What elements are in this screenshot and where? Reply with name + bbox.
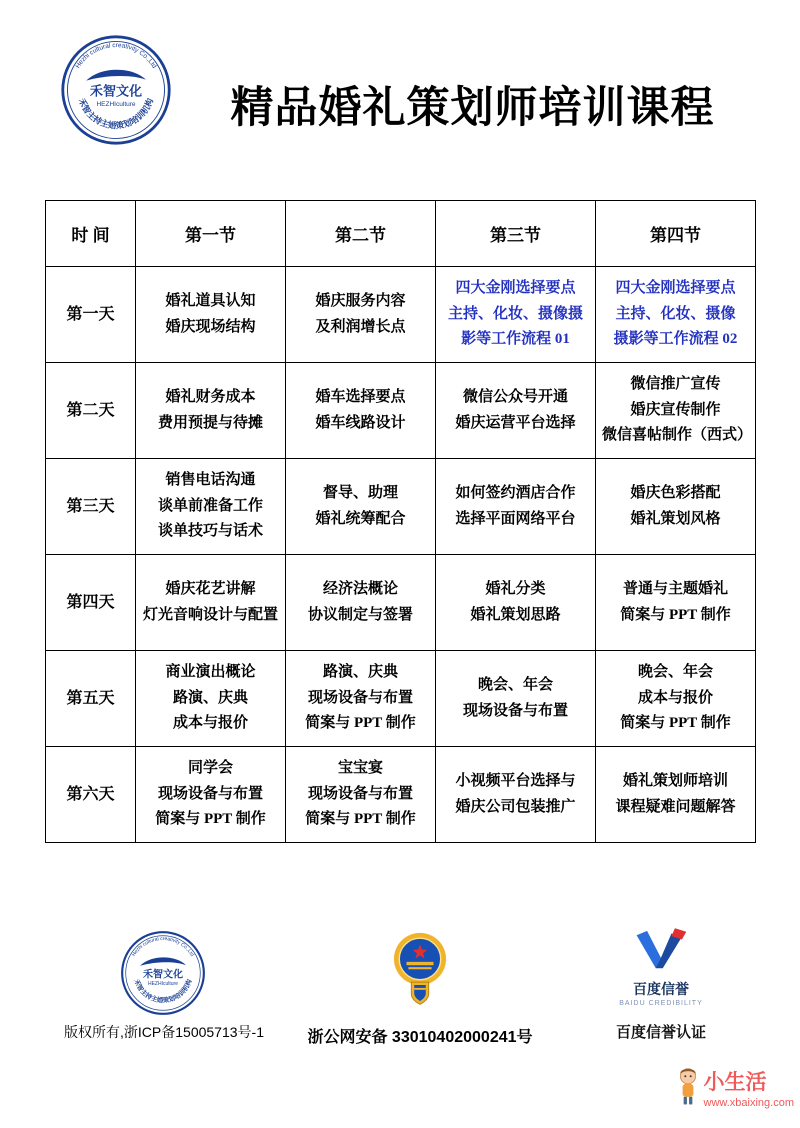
table-row: [46, 747, 756, 843]
course-cell: [136, 555, 286, 651]
course-line: 成本与报价: [172, 715, 248, 732]
column-header: 第四节: [596, 201, 756, 267]
watermark-site-name: 小生活: [703, 1071, 767, 1094]
course-line: 婚庆色彩搭配: [630, 485, 721, 501]
course-line: 主持、化妆、摄像摄: [447, 305, 583, 322]
course-cell: [136, 651, 286, 747]
course-cell: [436, 459, 596, 555]
course-line: 晚会、年会: [477, 677, 553, 693]
day-cell: 第二天: [46, 363, 136, 459]
hezhi-logo-icon: [60, 34, 172, 146]
course-line: 四大金刚选择要点: [615, 280, 736, 297]
course-table: [45, 200, 756, 843]
course-line: 课程疑难问题解答: [615, 798, 736, 815]
course-cell: [596, 747, 756, 843]
course-line: 婚礼统筹配合: [315, 510, 406, 527]
course-line: 微信推广宣传: [630, 376, 721, 393]
course-cell: [286, 555, 436, 651]
column-header: 时 间: [46, 201, 136, 267]
course-cell: [436, 555, 596, 651]
course-line: 谈单前准备工作: [157, 497, 263, 514]
course-cell: [436, 747, 596, 843]
course-line: 主持、化妆、摄像: [615, 305, 736, 322]
course-line: 晚会、年会: [637, 664, 713, 681]
baidu-cert-label: 百度信誉认证: [615, 1024, 706, 1041]
day-cell: 第四天: [46, 555, 136, 651]
course-cell: [286, 459, 436, 555]
course-line: 商业演出概论: [165, 664, 256, 681]
course-line: 四大金刚选择要点: [455, 280, 576, 297]
course-line: 路演、庆典: [322, 664, 398, 681]
course-cell: [136, 363, 286, 459]
course-line: 婚庆现场结构: [165, 318, 256, 335]
logo-ring-top-text: Hezhi cultural creativity Co.,Ltd: [131, 936, 195, 958]
course-line: 现场设备与布置: [307, 689, 413, 706]
course-cell: [136, 747, 286, 843]
course-line: 婚庆公司包装推广: [455, 798, 576, 815]
watermark-site-url: www.xbaixing.com: [703, 1097, 794, 1110]
course-line: 婚礼策划风格: [630, 510, 721, 527]
course-line: 简案与 PPT 制作: [620, 715, 731, 732]
copyright-text: 版权所有,浙ICP备15005713号-1: [64, 1024, 264, 1040]
baidu-name-cn: 百度信誉: [633, 981, 689, 997]
course-cell: [436, 651, 596, 747]
course-line: 协议制定与签署: [307, 606, 413, 623]
course-line: 灯光音响设计与配置: [142, 606, 278, 623]
baidu-name-en: BAIDU CREDIBILITY: [619, 1000, 703, 1007]
course-line: 婚礼策划师培训: [622, 773, 728, 789]
course-line: 现场设备与布置: [157, 785, 263, 802]
course-line: 及利润增长点: [315, 318, 406, 335]
day-cell: 第六天: [46, 747, 136, 843]
course-line: 同学会: [187, 760, 233, 777]
table-row: [46, 651, 756, 747]
police-badge-icon: [391, 930, 449, 1013]
day-cell: 第五天: [46, 651, 136, 747]
course-line: 婚车选择要点: [315, 389, 406, 405]
course-line: 经济法概论: [322, 581, 398, 597]
course-cell: [436, 267, 596, 363]
course-line: 宝宝宴: [337, 760, 383, 777]
course-line: 普通与主题婚礼: [622, 581, 728, 597]
course-cell: [286, 747, 436, 843]
course-line: 婚庆运营平台选择: [455, 414, 576, 431]
course-cell: [136, 267, 286, 363]
course-line: 费用预提与待摊: [157, 414, 263, 431]
course-line: 婚庆宣传制作: [630, 401, 721, 418]
course-cell: [136, 459, 286, 555]
baidu-credibility-icon: [634, 928, 688, 972]
column-header: 第三节: [436, 201, 596, 267]
logo-center-cn: 禾智文化: [142, 969, 184, 981]
course-line: 简案与 PPT 制作: [305, 811, 416, 828]
course-line: 简案与 PPT 制作: [620, 606, 731, 623]
course-line: 如何签约酒店合作: [455, 485, 576, 501]
course-line: 婚礼策划思路: [470, 606, 561, 623]
course-line: 路演、庆典: [172, 689, 248, 706]
course-line: 选择平面网络平台: [455, 510, 576, 527]
logo-center-cn: 禾智文化: [89, 83, 143, 99]
hezhi-logo-footer: [120, 930, 206, 1021]
police-badge: [391, 930, 449, 1018]
course-cell: [436, 363, 596, 459]
course-cell: [286, 267, 436, 363]
course-line: 微信公众号开通: [462, 389, 568, 405]
course-line: 谈单技巧与话术: [157, 523, 263, 540]
course-line: 简案与 PPT 制作: [305, 715, 416, 732]
course-line: 小视频平台选择与: [455, 773, 576, 789]
course-cell: [286, 363, 436, 459]
police-record-text: 浙公网安备 33010402000241号: [307, 1029, 533, 1046]
site-watermark: [675, 1066, 794, 1109]
course-line: 督导、助理: [322, 485, 398, 501]
logo-ring-bottom-text: 禾智主持主婚策划培训机构: [132, 978, 194, 1005]
logo-center-en: HEZHIculture: [96, 100, 136, 108]
table-row: [46, 267, 756, 363]
course-line: 婚礼财务成本: [165, 389, 256, 405]
watermark-mascot-icon: [675, 1066, 701, 1106]
course-table-head-row: [46, 201, 756, 267]
course-table-body: [46, 267, 756, 843]
course-line: 现场设备与布置: [307, 785, 413, 802]
course-line: 影等工作流程 01: [461, 331, 570, 348]
day-cell: 第三天: [46, 459, 136, 555]
logo-ring-top-text: Hezhi cultural creativity Co.,Ltd: [74, 42, 158, 70]
course-cell: [596, 651, 756, 747]
table-row: [46, 363, 756, 459]
page-title: 精品婚礼策划师培训课程: [230, 84, 715, 132]
course-line: 现场设备与布置: [462, 702, 568, 719]
course-line: 成本与报价: [637, 689, 713, 706]
column-header: 第一节: [136, 201, 286, 267]
column-header: 第二节: [286, 201, 436, 267]
logo-ring-bottom-text: 禾智主持主婚策划培训机构: [76, 96, 156, 131]
course-line: 销售电话沟通: [165, 472, 256, 489]
baidu-credibility: [595, 928, 727, 1042]
course-line: 婚礼分类: [485, 581, 546, 597]
course-line: 婚礼道具认知: [165, 293, 256, 309]
hezhi-logo: [60, 34, 172, 151]
course-cell: [596, 459, 756, 555]
table-row: [46, 555, 756, 651]
course-line: 微信喜帖制作（西式）: [602, 427, 753, 444]
course-cell: [286, 651, 436, 747]
hezhi-logo-icon: [120, 930, 206, 1016]
course-line: 简案与 PPT 制作: [155, 811, 266, 828]
course-line: 婚车线路设计: [315, 414, 406, 431]
course-cell: [596, 555, 756, 651]
course-line: 婚庆服务内容: [315, 293, 406, 309]
day-cell: 第一天: [46, 267, 136, 363]
course-cell: [596, 363, 756, 459]
course-cell: [596, 267, 756, 363]
logo-center-en: HEZHIculture: [147, 981, 179, 988]
table-row: [46, 459, 756, 555]
course-line: 摄影等工作流程 02: [613, 331, 738, 348]
course-line: 婚庆花艺讲解: [165, 581, 256, 597]
